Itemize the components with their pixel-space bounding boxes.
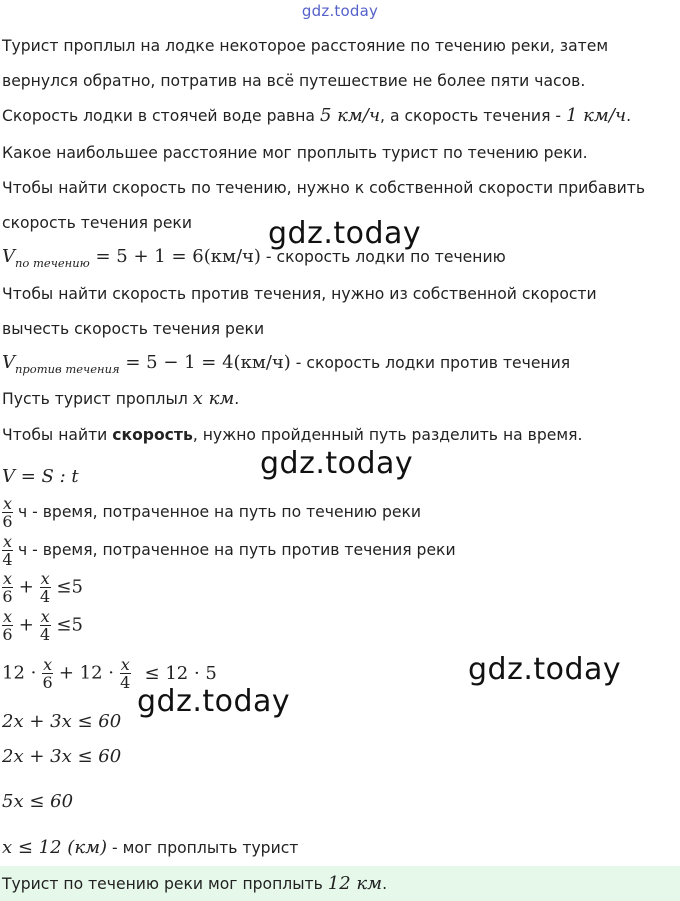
speed-rule-bold: скорость xyxy=(112,426,193,444)
time-upstream-text: ч - время, потраченное на путь против течения реки xyxy=(13,541,456,559)
current-speed-value: 1 км/ч xyxy=(565,105,627,126)
v-symbol: V xyxy=(2,352,15,373)
v-symbol: V xyxy=(2,246,15,267)
upstream-label: - скорость лодки против течения xyxy=(290,354,571,372)
problem-line-end: . xyxy=(626,107,632,125)
let-text: Пусть турист проплыл xyxy=(2,390,193,408)
problem-line-3 xyxy=(2,106,631,126)
v-subscript-downstream: по течению xyxy=(15,256,90,270)
let-end: . xyxy=(234,390,240,408)
inequality-1-rhs: 5 xyxy=(71,576,83,598)
inequality-step-5: 5x ≤ 60 xyxy=(2,791,74,812)
upstream-rule-2: вычесть скорость течения реки xyxy=(2,320,265,338)
inequality-2: $\frac{x}{6}$ + $\frac{x}{4}$ ≤5 xyxy=(2,607,83,644)
downstream-label: - скорость лодки по течению xyxy=(260,248,506,266)
watermark: gdz.today xyxy=(268,216,422,251)
downstream-speed-line xyxy=(2,247,506,268)
downstream-rule-1: Чтобы найти скорость по течению, нужно к собственной скорости прибавить xyxy=(2,179,646,197)
upstream-rule-1: Чтобы найти скорость против течения, нужно из собственной скорости xyxy=(2,285,597,303)
final-expression: x ≤ 12 (км) xyxy=(2,837,108,858)
watermark: gdz.today xyxy=(137,684,291,719)
let-variable: x км xyxy=(192,388,235,409)
time-downstream-text: ч - время, потраченное на путь по течению реки xyxy=(13,503,422,521)
inequality-step-4: 2x + 3x ≤ 60 xyxy=(2,711,122,732)
downstream-expression: = 5 + 1 = 6(км/ч) xyxy=(89,246,261,267)
problem-line-1: Турист проплыл на лодке некоторое расстояние по течению реки, затем xyxy=(2,37,609,55)
fraction-x-over-4: $\frac{x}{4}$ xyxy=(2,532,13,569)
answer-line xyxy=(2,874,387,894)
upstream-speed-line xyxy=(2,353,570,374)
speed-formula: V = S : t xyxy=(2,466,79,487)
final-label: - мог проплыть турист xyxy=(107,839,299,857)
speed-rule xyxy=(2,425,582,445)
speed-rule-start: Чтобы найти xyxy=(2,426,113,444)
answer-end: . xyxy=(382,875,388,893)
let-statement xyxy=(2,389,239,409)
boat-speed-value: 5 км/ч xyxy=(319,105,381,126)
upstream-expression: = 5 − 1 = 4(км/ч) xyxy=(119,352,291,373)
speed-rule-end: , нужно пройденный путь разделить на время. xyxy=(192,426,583,444)
final-inequality-line xyxy=(2,838,298,858)
problem-current-text: , а скорость течения - xyxy=(380,107,566,125)
watermark: gdz.today xyxy=(468,652,622,687)
site-header-link[interactable]: gdz.today xyxy=(301,2,379,20)
answer-value: 12 км xyxy=(327,873,383,894)
time-upstream-line xyxy=(2,533,456,568)
downstream-rule-2: скорость течения реки xyxy=(2,214,192,232)
inequality-1: $\frac{x}{6}$ + $\frac{x}{4}$ ≤5 xyxy=(2,569,83,606)
fraction-x-over-6: $\frac{x}{6}$ xyxy=(2,494,13,531)
answer-text: Турист по течению реки мог проплыть xyxy=(2,875,328,893)
inequality-step-4-repeat: 2x + 3x ≤ 60 xyxy=(2,746,122,767)
time-downstream-line xyxy=(2,495,421,530)
problem-question: Какое наибольшее расстояние мог проплыть турист по течению реки. xyxy=(2,144,588,162)
watermark: gdz.today xyxy=(260,446,414,481)
inequality-2-rhs: 5 xyxy=(71,614,83,636)
problem-line-2: вернулся обратно, потратив на всё путешествие не более пяти часов. xyxy=(2,72,586,90)
problem-speed-text: Скорость лодки в стоячей воде равна xyxy=(2,107,320,125)
inequality-multiplied: 12 · $\frac{x}{6}$ + 12 · $\frac{x}{4}$ ≤ 12 · 5 xyxy=(2,655,217,692)
v-subscript-upstream: против течения xyxy=(15,362,120,376)
